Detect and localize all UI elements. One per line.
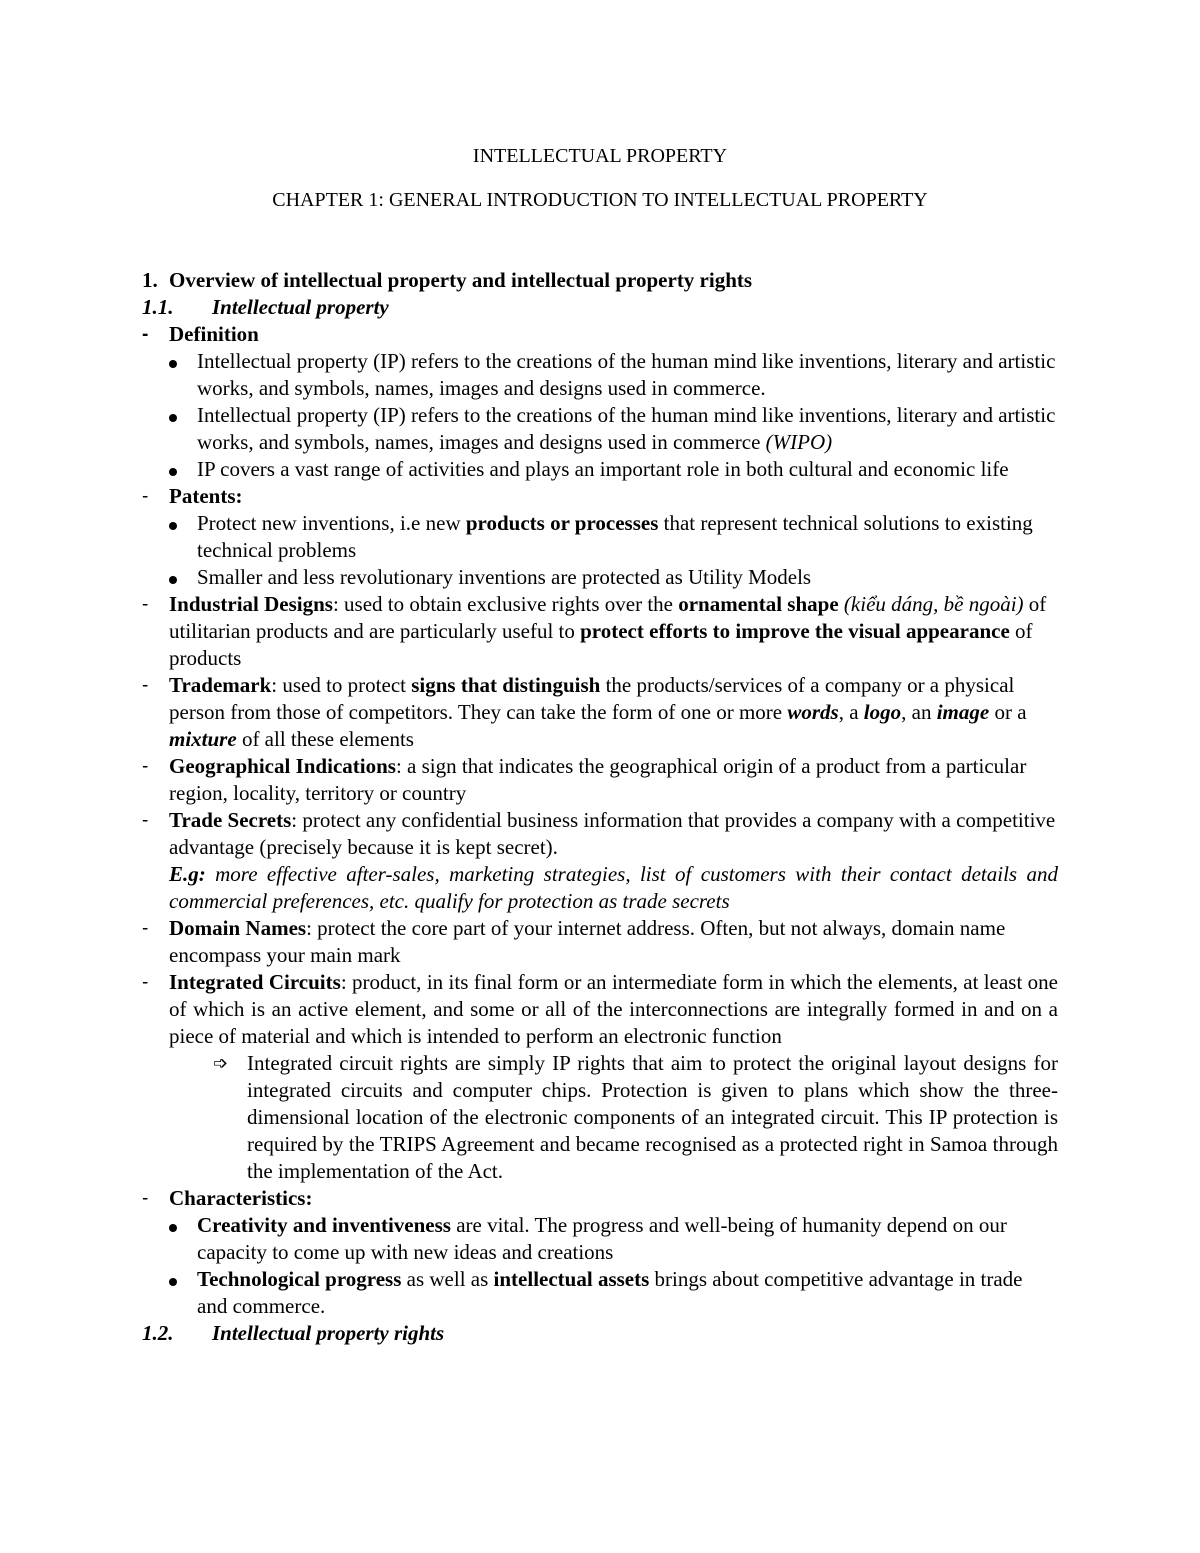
bullet-item [142,510,1058,564]
term-text: of utilitarian products and are particularly useful to [169,592,1047,643]
section-title: Overview of intellectual property and intellectual property rights [169,268,753,292]
term-text: , a [838,700,864,724]
subsection-title: Intellectual property [212,295,389,319]
term: Industrial Designs [169,592,333,616]
list-item-geographical-indications [142,753,1058,807]
bullet-text-bold: Creativity and inventiveness [197,1213,451,1237]
definition-heading: Definition [169,322,259,346]
term-text-bold: signs that distinguish [411,673,601,697]
bullet-item [142,564,1058,591]
term: Geographical Indications [169,754,396,778]
subsection-heading-1-2 [142,1320,1058,1347]
bullet-text: that represent technical solutions to existing technical problems [197,511,1033,562]
subsection-number: 1.1. [142,295,174,319]
arrow-text: Integrated circuit rights are simply IP rights that aim to protect the original layout designs for integrated circuits and computer chips. Protection is given to plans which show the three-dimensional location of the electronic components of an integrated circuit. This IP protection is required by the TRIPS Agreement and became recognised as a protected right in Samoa through the implementation of the Act. [247,1051,1058,1183]
list-item-trademark [142,672,1058,753]
example-label: E.g: [169,862,206,886]
bullet-icon [169,564,177,591]
list-item-trade-secrets [142,807,1058,915]
subsection-title: Intellectual property rights [212,1321,445,1345]
subsection-number: 1.2. [142,1321,174,1345]
bullet-icon [169,456,177,483]
bullet-icon [169,1212,177,1239]
bullet-text-bold: Technological progress [197,1267,402,1291]
chapter-title: CHAPTER 1: GENERAL INTRODUCTION TO INTELLECTUAL PROPERTY [272,189,928,211]
list-item-definition [142,321,1058,348]
term-text: or a [989,700,1027,724]
dash-marker: - [142,918,149,939]
bullet-text: are vital. The progress and well-being of humanity depend on our capacity to come up with new ideas and creations [197,1213,1007,1264]
dash-marker: - [142,810,149,831]
list-item-integrated-circuits [142,969,1058,1050]
vietnamese-gloss: (kiểu dáng, bề ngoài) [838,592,1024,616]
bullet-text: Protect new inventions, i.e new [197,511,466,535]
dash-marker: - [142,324,149,345]
bullet-text-bold: products or processes [465,511,659,535]
term-text: , an [901,700,937,724]
dash-marker: - [142,594,149,615]
bullet-icon [169,402,177,429]
bullet-text: Intellectual property (IP) refers to the creations of the human mind like inventions, literary and artistic works, and symbols, names, images and designs used in commerce [197,403,1056,454]
term-text-bold-italic: image [936,700,990,724]
term-text: : protect any confidential business information that provides a company with a competitive advantage (precisely because it is kept secret). [169,808,1056,859]
list-item-domain-names [142,915,1058,969]
term-text-bold-italic: logo [863,700,902,724]
bullet-item [142,1212,1058,1266]
term: Trade Secrets [169,808,292,832]
term-text: : used to obtain exclusive rights over the [332,592,679,616]
term-text: the products/services of a company or a physical person from those of competitors. They can take the form of one or more [169,673,1015,724]
section-heading-1 [142,267,1058,294]
term-text-bold: protect efforts to improve the visual appearance [580,619,1010,643]
example-body: more effective after-sales, marketing strategies, list of customers with their contact details and commercial preferences, etc. qualify for protection as trade secrets [169,862,1058,913]
term-text-bold-italic: mixture [169,727,237,751]
bullet-item [142,402,1058,456]
list-item-characteristics [142,1185,1058,1212]
bullet-item [142,1266,1058,1320]
section-number: 1. [142,268,158,292]
subsection-heading-1-1 [142,294,1058,321]
bullet-icon [169,510,177,537]
list-item-patents [142,483,1058,510]
dash-marker: - [142,486,149,507]
bullet-icon [169,1266,177,1293]
term: Domain Names [169,916,307,940]
dash-marker: - [142,756,149,777]
arrow-item [142,1050,1058,1185]
bullet-icon [169,348,177,375]
document-title: INTELLECTUAL PROPERTY [472,145,728,167]
bullet-text: Smaller and less revolutionary inventions are protected as Utility Models [197,565,812,589]
term-text: of all these elements [236,727,414,751]
dash-marker: - [142,972,149,993]
bullet-text: brings about competitive advantage in trade and commerce. [197,1267,1023,1318]
list-item-industrial-designs [142,591,1058,672]
bullet-text: Intellectual property (IP) refers to the creations of the human mind like inventions, literary and artistic works, and symbols, names, images and designs used in commerce. [197,349,1056,400]
bullet-text-bold: intellectual assets [493,1267,650,1291]
term-text: of products [169,619,1033,670]
term-text: : protect the core part of your internet address. Often, but not always, domain name encompass your main mark [169,916,1006,967]
wipo-source: (WIPO) [765,430,833,454]
example-text [169,861,1058,915]
document-body [142,267,1058,1347]
term: Integrated Circuits [169,970,341,994]
term-text: : used to protect [271,673,412,697]
dash-marker: - [142,675,149,696]
term-text-bold: ornamental shape [678,592,839,616]
bullet-text: as well as [401,1267,494,1291]
patents-heading: Patents: [169,484,243,508]
bullet-text: IP covers a vast range of activities and plays an important role in both cultural and economic life [197,457,1009,481]
characteristics-heading: Characteristics: [169,1186,313,1210]
bullet-item [142,348,1058,402]
arrow-right-icon: ➩ [213,1053,229,1074]
term: Trademark [169,673,272,697]
bullet-item [142,456,1058,483]
term-text: : product, in its final form or an intermediate form in which the elements, at least one of which is an active element, and some or all of the interconnections are integrally formed in and on a piece of material and which is intended to perform an electronic function [169,970,1058,1048]
dash-marker: - [142,1188,149,1209]
term-text: : a sign that indicates the geographical origin of a product from a particular region, locality, territory or country [169,754,1027,805]
term-text-bold-italic: words [787,700,839,724]
